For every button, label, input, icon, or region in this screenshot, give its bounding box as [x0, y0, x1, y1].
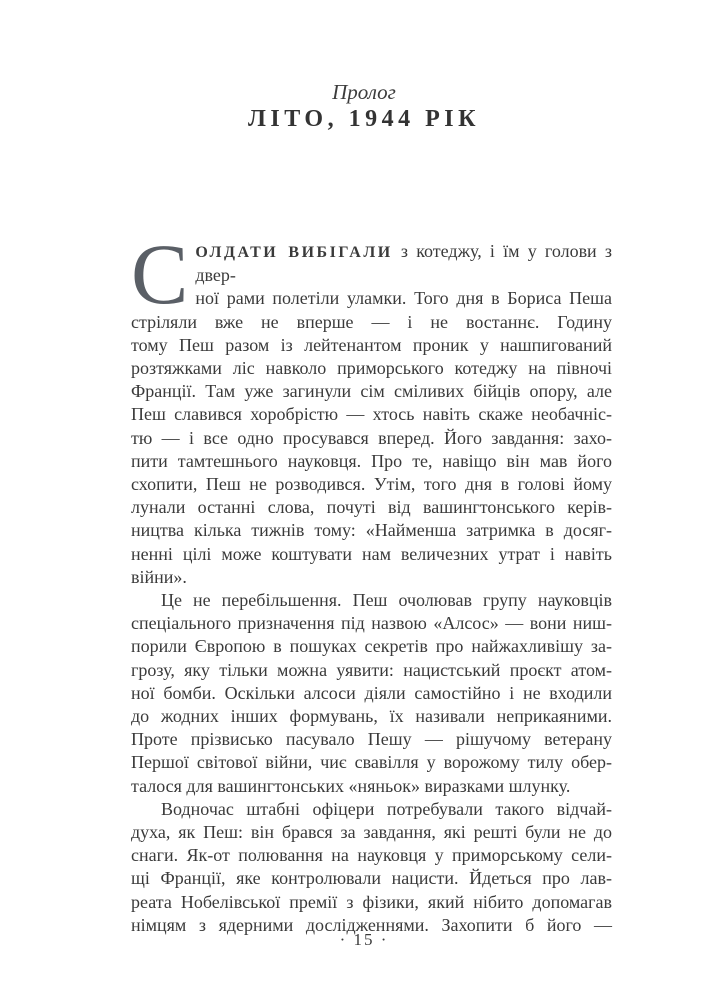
text-line: ної бомби. Оскільки алсоси діяли самостійно і не входили	[131, 682, 612, 703]
text-line: щі Франції, яке контролювали нацисти. Йдеться про лав-	[131, 868, 612, 889]
text-line: духа, як Пеш: він брався за завдання, які решті були не до	[131, 822, 612, 843]
text-line: Це не перебільшення. Пеш очолював групу науковців	[161, 590, 612, 611]
lead-caps: ОЛДАТИ ВИБІГАЛИ	[195, 244, 393, 261]
text-line: війни».	[131, 566, 187, 587]
text-line: талося для вашингтонських «няньок» виразками шлунку.	[131, 775, 571, 796]
body-text	[131, 226, 612, 937]
drop-cap: С	[131, 226, 189, 322]
text-line: тю — і все одно просувався вперед. Його завдання: захо-	[131, 427, 612, 448]
text-line: ництва кілька тижнів тому: «Найменша затримка в досяг-	[131, 520, 612, 541]
text-line: Франції. Там уже загинули сім сміливих бійців опору, але	[131, 381, 612, 402]
text-line: грозу, яку тільки можна уявити: нацистський проєкт атом-	[131, 659, 612, 680]
text-line: до жодних інших формувань, їх називали неприкаяними.	[131, 706, 612, 727]
text-line: лунали останні слова, почуті від вашингтонського керів-	[131, 497, 612, 518]
text-line: ненні цілі може коштувати нам величезних утрат і навіть	[131, 543, 612, 564]
text-line: схопити, Пеш не розводився. Утім, того дня в голові йому	[131, 474, 612, 495]
text-line: Пеш славився хоробрістю — хтось навіть скаже необачніс-	[131, 404, 612, 425]
text-line: Першої світової війни, чиє свавілля у ворожому тилу обер-	[131, 752, 612, 773]
page-number: · 15 ·	[339, 930, 389, 949]
text-line: Проте прізвисько пасувало Пешу — рішучому ветерану	[131, 729, 612, 750]
chapter-kicker: Пролог	[332, 80, 396, 104]
text-line: тому Пеш разом із лейтенантом проник у нашпигований	[131, 334, 612, 355]
text-line: розтяжками ліс навколо приморського котеджу на півночі	[131, 358, 612, 379]
paragraph	[131, 589, 612, 798]
text-line: пити тамтешнього науковця. Про те, навіщо він мав його	[131, 450, 612, 471]
text-line: ної рами полетіли уламки. Того дня в Бориса Пеша	[195, 288, 612, 309]
text-line: стріляли вже не вперше — і не востаннє. Годину	[131, 311, 612, 332]
text-line: реата Нобелівської премії з фізики, який нібито допомагав	[131, 891, 612, 912]
text-line: порили Європою в пошуках секретів про найжахливішу за-	[131, 636, 612, 657]
text-line: Водночас штабні офіцери потребували такого відчай-	[161, 798, 612, 819]
paragraph	[131, 798, 612, 937]
chapter-title: ЛІТО, 1944 РІК	[248, 106, 480, 132]
text-line: спеціального призначення під назвою «Алсос» — вони ниш-	[131, 613, 612, 634]
text-line: німцям з ядерними дослідженнями. Захопити б його —	[131, 914, 612, 935]
text-line: ОЛДАТИ ВИБІГАЛИ з котеджу, і їм у голови з двер-	[195, 241, 612, 286]
text-line: снаги. Як-от полювання на науковця у приморському сели-	[131, 845, 612, 866]
paragraph	[131, 226, 612, 589]
